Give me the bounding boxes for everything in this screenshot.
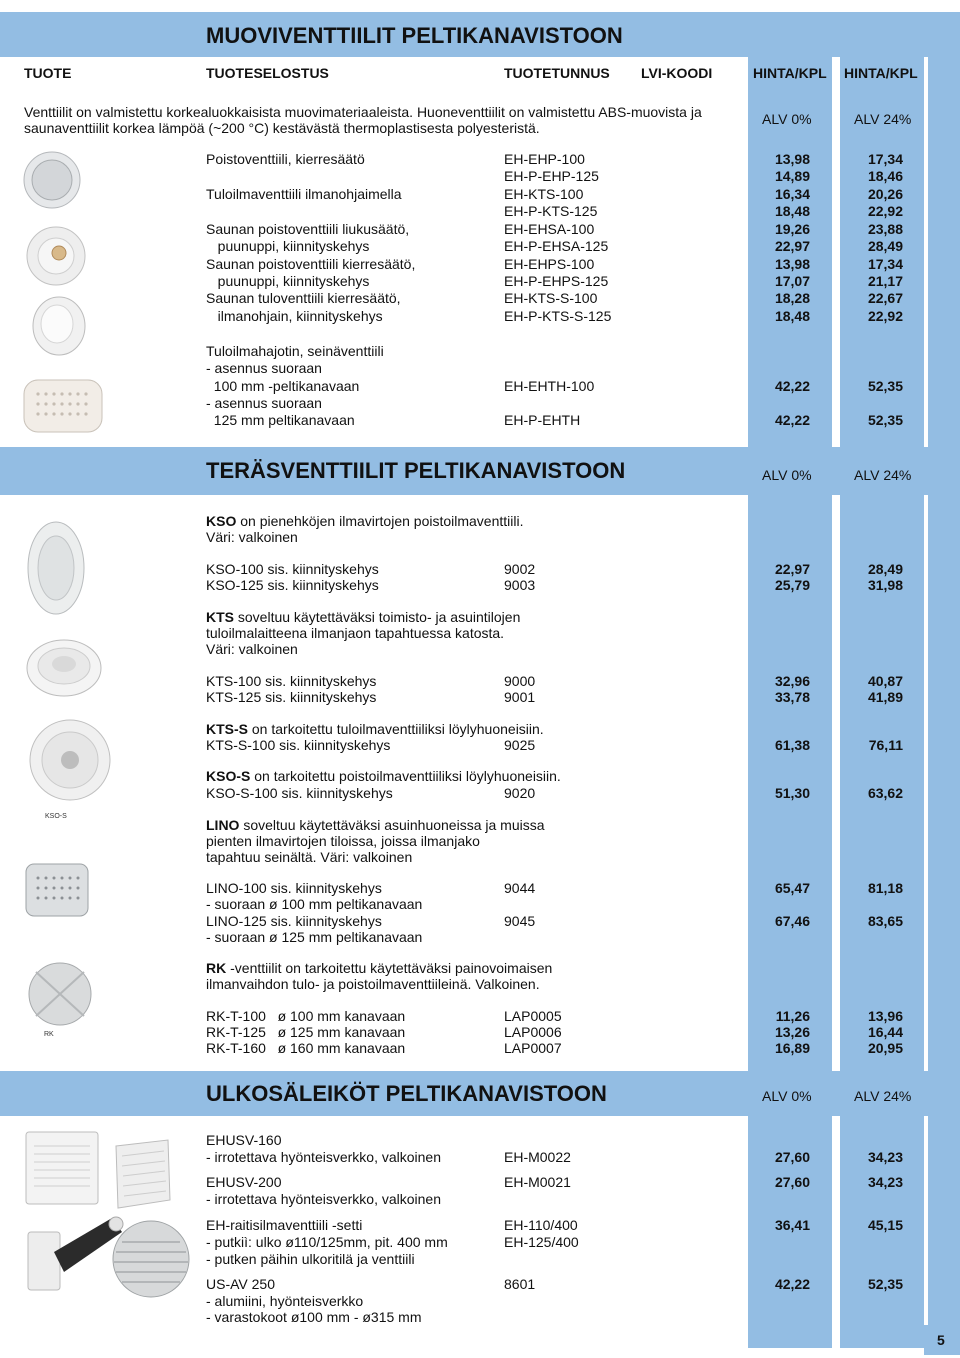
hajotin-desc: 125 mm peltikanavaan [206, 412, 355, 428]
row-price-alv0: 19,26 [774, 221, 810, 237]
row-price-alv0: 17,07 [774, 273, 810, 289]
row-price-alv24: 23,88 [867, 221, 903, 237]
lino-row-desc: LINO-100 sis. kiinnityskehys [206, 880, 382, 896]
kts-row-price-alv24: 40,87 [867, 673, 903, 689]
ulko-row-price-alv0: 27,60 [774, 1174, 810, 1190]
row-desc: Saunan poistoventtiili kierresäätö, [206, 256, 416, 272]
lino-intro [206, 817, 545, 833]
row-price-alv24: 17,34 [867, 256, 903, 272]
us-av-grille-image [110, 1218, 192, 1300]
rk-image-label: RK [44, 1031, 54, 1038]
col-header-lvi-koodi: LVI-KOODI [641, 65, 713, 81]
ulko-row-desc: EH-raitisilmaventtiili -setti [206, 1217, 363, 1233]
teras-alv0-label: ALV 0% [762, 467, 812, 483]
alv24-label: ALV 24% [854, 111, 912, 127]
ktss-name: KTS-S [206, 721, 248, 737]
ksos-row-price-alv24: 63,62 [867, 785, 903, 801]
rk-row-price-alv0: 11,26 [775, 1008, 810, 1024]
ulko-row-code: EH-M0022 [504, 1149, 571, 1165]
row-code: EH-P-EHSA-125 [504, 238, 609, 254]
kts-row-price-alv0: 33,78 [774, 689, 810, 705]
teras-title: TERÄSVENTTIILIT PELTIKANAVISTOON [206, 458, 626, 483]
hajotin-image [20, 372, 106, 438]
right-edge-band [928, 12, 960, 1348]
intro-line-2: saunaventtiilit korkea lämpöä (~200 °C) kestävästä thermoplastisesta polyesteristä. [24, 120, 540, 136]
col-header-hinta-2: HINTA/KPL [844, 65, 918, 81]
ehusv-grille-image [22, 1128, 102, 1208]
lino-image [22, 858, 92, 920]
ulko-row-desc: EHUSV-160 [206, 1132, 282, 1148]
hajotin-price-alv0: 42,22 [774, 412, 810, 428]
kso-s-image-label: KSO-S [45, 813, 67, 820]
row-desc: Poistoventtiili, kierresäätö [206, 151, 365, 167]
ktss-row-price-alv24: 76,11 [868, 737, 903, 753]
row-price-alv0: 18,48 [774, 308, 810, 324]
ulko-row-price-alv24: 52,35 [867, 1276, 903, 1292]
ksos-name: KSO-S [206, 768, 251, 784]
ulko-alv0-label: ALV 0% [762, 1088, 812, 1104]
row-price-alv24: 22,67 [867, 290, 903, 306]
kso-row-price-alv24: 31,98 [867, 577, 903, 593]
ktss-row-code: 9025 [504, 737, 536, 753]
lino-text: soveltuu käytettäväksi asuinhuoneissa ja muissa [239, 817, 545, 833]
row-code: EH-P-KTS-125 [504, 203, 598, 219]
hajotin-desc: 100 mm -peltikanavaan [206, 378, 360, 394]
row-desc: Saunan poistoventtiili liukusäätö, [206, 221, 410, 237]
rk-row-code: LAP0006 [504, 1024, 562, 1040]
row-code: EH-EHP-100 [504, 151, 585, 167]
ulko-row-code: EH-M0021 [504, 1174, 571, 1190]
hajotin-price-alv0: 42,22 [774, 378, 810, 394]
row-price-alv24: 28,49 [867, 238, 903, 254]
ulko-row-price-alv0: 36,41 [774, 1217, 810, 1233]
ulko-row-desc: - alumiini, hyönteisverkko [206, 1293, 364, 1309]
tuloventtiili-image [28, 295, 90, 357]
row-code: EH-P-KTS-S-125 [504, 308, 612, 324]
ulko-row-desc: - varastokoot ø100 mm - ø315 mm [206, 1309, 422, 1325]
ksos-text: on tarkoitettu poistoilmaventtiiliksi löylyhuoneisiin. [250, 768, 561, 784]
kts-name: KTS [206, 609, 234, 625]
raitisilma-set-image [24, 1212, 124, 1296]
kso-row-desc: KSO-100 sis. kiinnityskehys [206, 561, 379, 577]
kts-row-price-alv24: 41,89 [867, 689, 903, 705]
col-header-tuotetunnus: TUOTETUNNUS [504, 65, 610, 81]
ktss-row-desc: KTS-S-100 sis. kiinnityskehys [206, 737, 391, 753]
row-price-alv24: 20,26 [867, 186, 903, 202]
kts-intro [206, 609, 520, 625]
row-desc: puunuppi, kiinnityskehys [206, 238, 370, 254]
hajotin-code: EH-EHTH-100 [504, 378, 595, 394]
ehusv-grille-angled-image [108, 1136, 176, 1212]
kts-row-desc: KTS-125 sis. kiinnityskehys [206, 689, 377, 705]
lino-row-code: 9044 [504, 880, 536, 896]
row-code: EH-KTS-S-100 [504, 290, 598, 306]
row-price-alv24: 22,92 [867, 308, 903, 324]
ksos-intro [206, 768, 561, 784]
saunaventtiili-image [25, 225, 87, 287]
row-price-alv24: 17,34 [867, 151, 903, 167]
rk-row-desc: RK-T-160 ø 160 mm kanavaan [206, 1040, 406, 1056]
ulko-row-desc: - putken päihin ulkoritilä ja venttiili [206, 1251, 415, 1267]
hajotin-price-alv24: 52,35 [867, 412, 903, 428]
rk-text2: ilmanvaihdon tulo- ja poistoilmaventtiileinä. Valkoinen. [206, 976, 540, 992]
ulko-row-code: 8601 [504, 1276, 536, 1292]
kso-row-code: 9002 [504, 561, 536, 577]
kts-row-code: 9000 [504, 673, 536, 689]
rk-row-price-alv0: 13,26 [774, 1024, 810, 1040]
rk-row-code: LAP0005 [504, 1008, 562, 1024]
row-code: EH-EHPS-100 [504, 256, 595, 272]
rk-row-price-alv0: 16,89 [774, 1040, 810, 1056]
row-price-alv0: 22,97 [774, 238, 810, 254]
rk-row-price-alv24: 20,95 [867, 1040, 903, 1056]
lino-row-price-alv24: 83,65 [867, 913, 903, 929]
poistoventtiili-image [22, 150, 82, 210]
kso-row-price-alv0: 25,79 [774, 577, 810, 593]
lino-text3: tapahtuu seinältä. Väri: valkoinen [206, 849, 413, 865]
row-code: EH-EHSA-100 [504, 221, 595, 237]
kso-row-desc: KSO-125 sis. kiinnityskehys [206, 577, 379, 593]
page-number: 5 [937, 1332, 945, 1348]
alv0-label: ALV 0% [762, 111, 812, 127]
ulko-alv24-label: ALV 24% [854, 1088, 912, 1104]
rk-intro [206, 960, 552, 976]
kts-text: soveltuu käytettäväksi toimisto- ja asuintilojen [234, 609, 521, 625]
row-price-alv0: 14,89 [774, 168, 810, 184]
hajotin-desc: Tuloilmahajotin, seinäventtiili [206, 343, 384, 359]
lino-text2: pienten ilmavirtojen tiloissa, joissa ilmanjako [206, 833, 480, 849]
kso-row-price-alv0: 22,97 [774, 561, 810, 577]
kts-row-code: 9001 [504, 689, 536, 705]
hajotin-code: EH-P-EHTH [504, 412, 581, 428]
kso-name: KSO [206, 513, 237, 529]
row-price-alv0: 18,28 [774, 290, 810, 306]
hajotin-price-alv24: 52,35 [867, 378, 903, 394]
row-price-alv24: 22,92 [867, 203, 903, 219]
rk-name: RK [206, 960, 227, 976]
lino-row-price-alv24: 81,18 [867, 880, 903, 896]
rk-row-code: LAP0007 [504, 1040, 562, 1056]
ktss-row-price-alv0: 61,38 [774, 737, 810, 753]
lino-row-price-alv0: 65,47 [774, 880, 810, 896]
ulko-title: ULKOSÄLEIKÖT PELTIKANAVISTOON [206, 1081, 607, 1106]
ktss-intro [206, 721, 544, 737]
col-header-hinta-1: HINTA/KPL [753, 65, 827, 81]
rk-row-desc: RK-T-100 ø 100 mm kanavaan [206, 1008, 406, 1024]
intro-line-1: Venttiilit on valmistettu korkealuokkaisista muovimateriaaleista. Huoneventtiilit on valmistettu ABS-muovista ja [24, 104, 702, 120]
row-price-alv24: 18,46 [867, 168, 903, 184]
row-price-alv0: 16,34 [774, 186, 810, 202]
row-desc: ilmanohjain, kiinnityskehys [206, 308, 383, 324]
ulko-row-desc: - putkiì: ulko ø110/125mm, pit. 400 mm [206, 1234, 448, 1250]
rk-text: -venttiilit on tarkoitettu käytettäväksi painovoimaisen [226, 960, 553, 976]
kso-row-code: 9003 [504, 577, 536, 593]
rk-row-price-alv24: 16,44 [867, 1024, 903, 1040]
lino-row-price-alv0: 67,46 [774, 913, 810, 929]
lino-row-desc: LINO-125 sis. kiinnityskehys [206, 913, 382, 929]
kts-text2: tuloilmalaitteena ilmanjaon tapahtuessa katosta. [206, 625, 505, 641]
row-price-alv0: 18,48 [774, 203, 810, 219]
ksos-row-code: 9020 [504, 785, 536, 801]
row-price-alv24: 21,17 [867, 273, 903, 289]
ulko-row-code: EH-110/400 [504, 1217, 578, 1233]
kso-text: on pienehköjen ilmavirtojen poistoilmaventtiili. [236, 513, 524, 529]
row-price-alv0: 13,98 [774, 151, 810, 167]
rk-row-desc: RK-T-125 ø 125 mm kanavaan [206, 1024, 406, 1040]
kts-row-desc: KTS-100 sis. kiinnityskehys [206, 673, 377, 689]
col-header-tuote: TUOTE [24, 65, 72, 81]
page-title: MUOVIVENTTIILIT PELTIKANAVISTOON [206, 23, 623, 48]
kso-image [26, 518, 86, 618]
kso-color: Väri: valkoinen [206, 529, 298, 545]
col-header-tuoteselostus: TUOTESELOSTUS [206, 65, 329, 81]
ksos-row-price-alv0: 51,30 [774, 785, 810, 801]
ulko-row-price-alv0: 42,22 [774, 1276, 810, 1292]
ksos-row-desc: KSO-S-100 sis. kiinnityskehys [206, 785, 393, 801]
kso-intro [206, 513, 524, 529]
row-code: EH-P-EHP-125 [504, 168, 599, 184]
row-desc: puunuppi, kiinnityskehys [206, 273, 370, 289]
row-price-alv0: 13,98 [774, 256, 810, 272]
kso-s-image [25, 710, 115, 825]
ulko-row-price-alv24: 34,23 [867, 1149, 903, 1165]
row-desc: Saunan tuloventtiili kierresäätö, [206, 290, 401, 306]
lino-name: LINO [206, 817, 240, 833]
kts-image [24, 630, 104, 700]
kso-row-price-alv24: 28,49 [867, 561, 903, 577]
teras-alv24-label: ALV 24% [854, 467, 912, 483]
row-code: EH-P-EHPS-125 [504, 273, 609, 289]
rk-row-price-alv24: 13,96 [867, 1008, 903, 1024]
lino-row-code: 9045 [504, 913, 536, 929]
lino-row-desc: - suoraan ø 125 mm peltikanavaan [206, 929, 423, 945]
ulko-row-price-alv0: 27,60 [774, 1149, 810, 1165]
kts-row-price-alv0: 32,96 [774, 673, 810, 689]
hajotin-desc: - asennus suoraan [206, 360, 322, 376]
lino-row-desc: - suoraan ø 100 mm peltikanavaan [206, 896, 423, 912]
ulko-row-price-alv24: 45,15 [867, 1217, 903, 1233]
ulko-row-price-alv24: 34,23 [867, 1174, 903, 1190]
row-code: EH-KTS-100 [504, 186, 584, 202]
hajotin-desc: - asennus suoraan [206, 395, 322, 411]
ulko-row-code: EH-125/400 [504, 1234, 579, 1250]
ulko-row-desc: - irrotettava hyönteisverkko, valkoinen [206, 1191, 441, 1207]
rk-image [26, 960, 96, 1040]
ulko-row-desc: US-AV 250 [206, 1276, 275, 1292]
kts-color: Väri: valkoinen [206, 641, 298, 657]
ktss-text: on tarkoitettu tuloilmaventtiiliksi löylyhuoneisiin. [248, 721, 544, 737]
ulko-row-desc: EHUSV-200 [206, 1174, 282, 1190]
row-desc: Tuloilmaventtiili ilmanohjaimella [206, 186, 402, 202]
ulko-row-desc: - irrotettava hyönteisverkko, valkoinen [206, 1149, 441, 1165]
